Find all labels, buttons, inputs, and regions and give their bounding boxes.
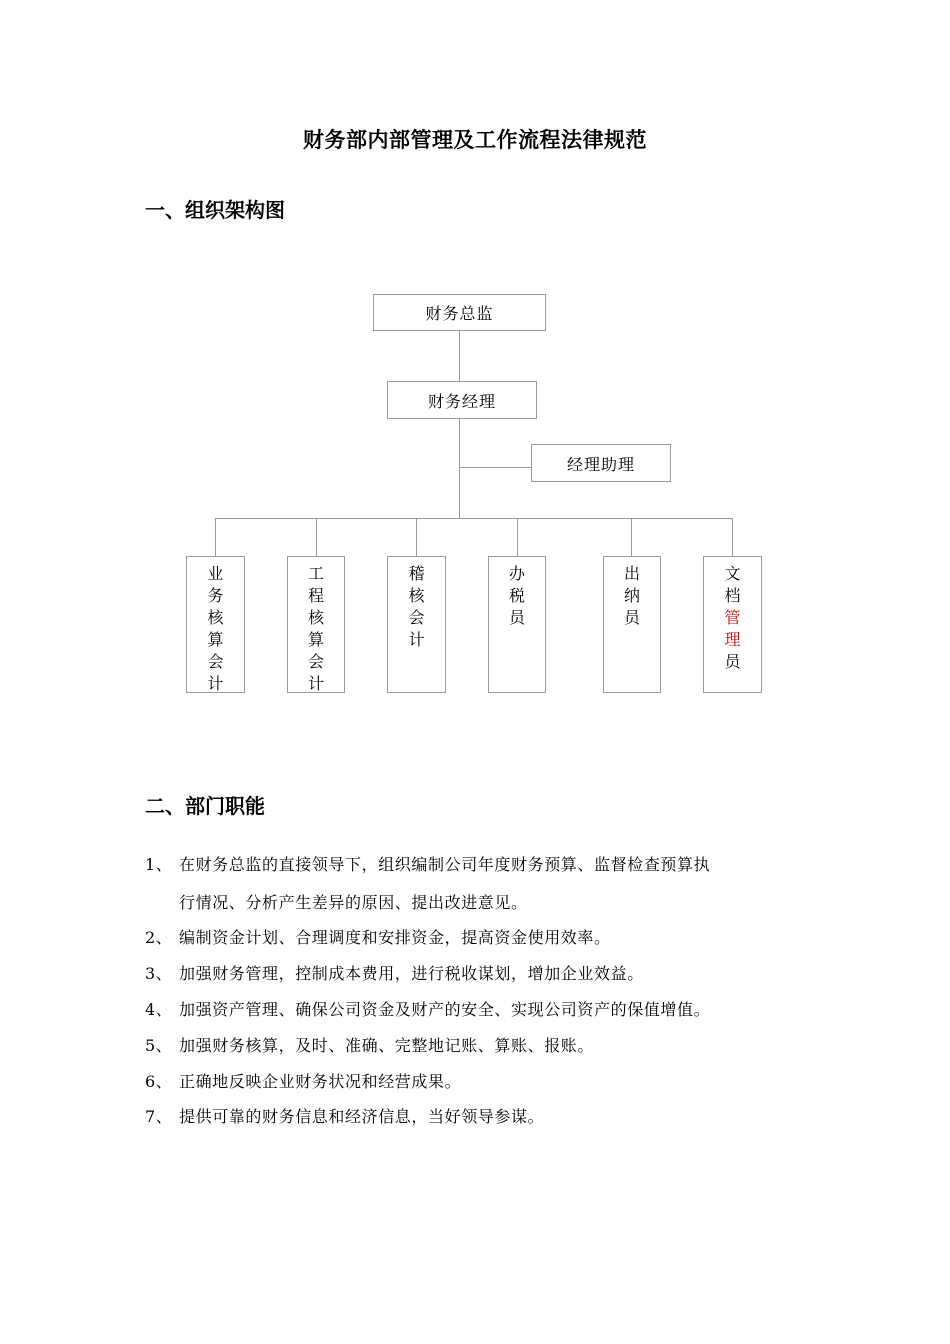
list-item-text: 加强财务核算，及时、准确、完整地记账、算账、报账。 — [179, 1036, 595, 1055]
list-item-number: 5、 — [145, 1036, 173, 1055]
section-heading-functions: 二、部门职能 — [145, 794, 265, 818]
list-item-number: 4、 — [145, 1000, 173, 1019]
connector-line — [517, 518, 518, 556]
org-box-label-char: 务 — [207, 586, 224, 605]
connector-line — [316, 518, 317, 556]
org-box-label-char: 会 — [207, 652, 224, 671]
org-box-label-char: 计 — [207, 674, 224, 693]
org-box-label-char: 稽 — [408, 564, 425, 583]
connector-line — [631, 518, 632, 556]
org-box-label-char: 计 — [408, 630, 425, 649]
org-box-label-char: 办 — [508, 564, 525, 583]
list-item — [145, 1106, 544, 1128]
list-item — [145, 999, 710, 1021]
org-box-label-char: 纳 — [623, 586, 640, 605]
list-item-text: 加强资产管理、确保公司资金及财产的安全、实现公司资产的保值增值。 — [179, 1000, 711, 1019]
list-item-number: 3、 — [145, 964, 173, 983]
org-box-label-char: 工 — [307, 564, 324, 583]
connector-line — [732, 518, 733, 556]
org-box-label-char: 档 — [724, 586, 741, 605]
list-item-text-continued: 行情况、分析产生差异的原因、提出改进意见。 — [179, 893, 528, 912]
list-item-number: 2、 — [145, 928, 173, 947]
list-item-number: 7、 — [145, 1107, 173, 1126]
list-item — [145, 1071, 461, 1093]
list-item-number: 1、 — [145, 855, 173, 874]
org-box-engineering-accountant — [287, 556, 345, 693]
org-box-label-char: 员 — [623, 608, 640, 627]
list-item-text: 加强财务管理，控制成本费用，进行税收谋划，增加企业效益。 — [179, 964, 644, 983]
connector-line — [459, 419, 460, 518]
org-box-label-char: 员 — [508, 608, 525, 627]
org-box-label-char: 核 — [408, 586, 425, 605]
document-title: 财务部内部管理及工作流程法律规范 — [303, 128, 647, 152]
org-box-label-char: 文 — [724, 564, 741, 583]
list-item-text: 提供可靠的财务信息和经济信息，当好领导参谋。 — [179, 1107, 545, 1126]
org-box-label-char: 理 — [724, 630, 741, 649]
list-item — [145, 1035, 594, 1057]
org-box-label-char: 计 — [307, 674, 324, 693]
org-box-label-char: 核 — [207, 608, 224, 627]
org-box-business-accountant — [186, 556, 245, 693]
org-box-label-char: 核 — [307, 608, 324, 627]
list-item — [145, 854, 710, 876]
list-item-text: 编制资金计划、合理调度和安排资金，提高资金使用效率。 — [179, 928, 611, 947]
org-box-label-char: 算 — [207, 630, 224, 649]
section-heading-org-chart: 一、组织架构图 — [145, 198, 285, 222]
org-box-audit-accountant — [387, 556, 446, 693]
connector-line — [215, 518, 733, 519]
connector-line — [215, 518, 216, 556]
org-box-label-char: 程 — [307, 586, 324, 605]
list-item-number: 6、 — [145, 1072, 173, 1091]
org-box-cashier — [603, 556, 661, 693]
list-item-text: 正确地反映企业财务状况和经营成果。 — [179, 1072, 462, 1091]
list-item-text: 在财务总监的直接领导下，组织编制公司年度财务预算、监督检查预算执 — [179, 855, 711, 874]
list-item — [145, 963, 644, 985]
org-box-director: 财务总监 — [373, 294, 546, 331]
org-box-label-char: 业 — [207, 564, 224, 583]
connector-line — [459, 331, 460, 381]
connector-line — [459, 467, 531, 468]
org-box-label-char: 管 — [724, 608, 741, 627]
org-box-tax-clerk — [488, 556, 546, 693]
org-box-label-char: 员 — [724, 652, 741, 671]
org-box-assistant: 经理助理 — [531, 444, 671, 482]
connector-line — [416, 518, 417, 556]
org-box-label-char: 税 — [508, 586, 525, 605]
org-box-label-char: 出 — [623, 564, 640, 583]
org-box-manager: 财务经理 — [387, 381, 537, 419]
org-box-records-manager — [703, 556, 762, 693]
org-box-label-char: 算 — [307, 630, 324, 649]
org-box-label-char: 会 — [408, 608, 425, 627]
org-box-label-char: 会 — [307, 652, 324, 671]
list-item — [145, 927, 611, 949]
